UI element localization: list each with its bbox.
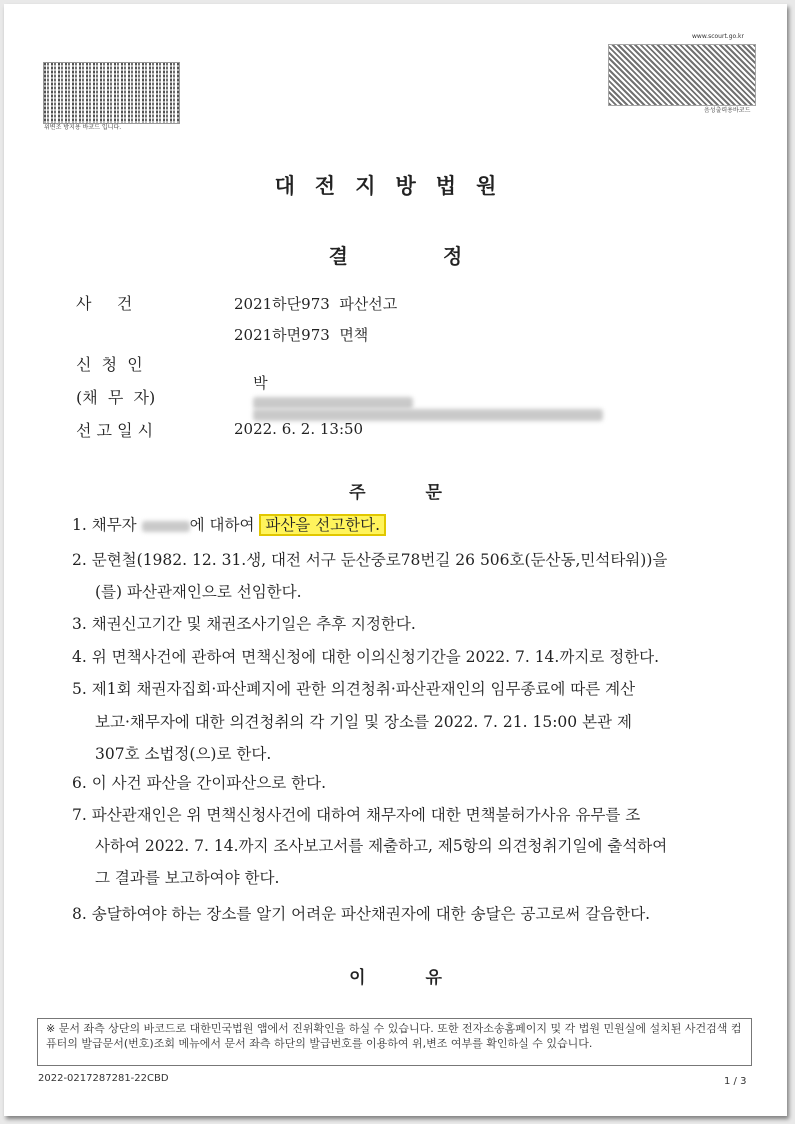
item-number: 1. [72,516,87,534]
applicant-label: 신 청 인 [76,355,143,374]
item-text: 위 면책사건에 관하여 면책신청에 대한 이의신청기간을 2022. 7. 14.까지로 정한다. [91,648,660,666]
order-item-7-cont-1: 사하여 2022. 7. 14.까지 조사보고서를 제출하고, 제5항의 의견청취기일에 출석하여 [95,837,668,855]
redacted-debtor-name [142,521,190,532]
anti-forgery-barcode [43,62,180,124]
order-item-6 [72,771,722,793]
order-item-4 [72,645,722,667]
date-value: 2022. 6. 2. 13:50 [234,420,364,438]
item-number: 6. [72,774,87,792]
order-item-7 [72,803,722,825]
item-text: 제1회 채권자집회·파산폐지에 관한 의견청취·파산관재인의 임무종료에 따른 계산 [91,680,636,698]
item-text: 문현철(1982. 12. 31.생, 대전 서구 둔산중로78번길 26 506호(둔산동,민석타워))을 [91,551,668,569]
document-title: 결정 [328,244,558,268]
order-item-1 [72,513,722,535]
verification-notice: ※ 문서 좌측 상단의 바코드로 대한민국법원 앱에서 진위확인을 하실 수 있습니다. 또한 전자소송홈페이지 및 각 법원 민원실에 설치된 사건검색 컴퓨터의 발급문서(번호)조회 메뉴에서 문서 좌측 하단의 발급번호를 이용하여 위,변조 여부를 확인하실 수 있습니다. [37,1018,752,1066]
reason-heading: 이유 [349,968,502,988]
case-value-1: 2021하단973 파산선고 [234,295,398,313]
document-page [4,4,787,1116]
item-number: 4. [72,648,87,666]
debtor-label: (채 무 자) [76,388,156,407]
order-item-2-cont: (를) 파산관재인으로 선임한다. [95,583,302,601]
item-text: 송달하여야 하는 장소를 알기 어려운 파산채권자에 대한 송달은 공고로써 갈음한다. [91,905,651,923]
court-name: 대전지방법원 [274,174,517,198]
applicant-name-prefix: 박 [253,374,268,392]
order-item-8 [72,902,722,924]
case-label: 사 건 [76,294,133,313]
item-number: 8. [72,905,87,923]
item-text: 에 대하여 [189,516,260,534]
order-item-5-cont-1: 보고·채무자에 대한 의견청취의 각 기일 및 장소를 2022. 7. 21. 15:00 본관 제 [95,713,632,731]
item-number: 5. [72,680,87,698]
item-number: 2. [72,551,87,569]
item-number: 3. [72,615,87,633]
item-text: 채무자 [91,516,142,534]
date-label: 선 고 일 시 [76,421,154,440]
case-value-2: 2021하면973 면책 [234,326,369,344]
order-item-7-cont-2: 그 결과를 보고하여야 한다. [95,869,280,887]
issue-number: 2022-0217287281-22CBD [38,1073,169,1084]
item-text: 이 사건 파산을 간이파산으로 한다. [91,774,326,792]
highlighted-text: 파산을 선고한다. [259,514,386,536]
barcode-caption-left: 위변조 방지용 바코드 입니다. [44,124,122,131]
order-heading: 주문 [349,483,502,503]
order-item-5 [72,677,722,699]
court-url: www.scourt.go.kr [692,33,744,40]
order-item-2 [72,548,722,570]
order-item-5-cont-2: 307호 소법정(으)로 한다. [95,745,272,763]
order-item-3 [72,612,722,634]
barcode-caption-right: 음성출력용바코드 [704,107,751,114]
page-number: 1 / 3 [724,1076,747,1087]
item-number: 7. [72,806,87,824]
item-text: 채권신고기간 및 채권조사기일은 추후 지정한다. [91,615,416,633]
audio-output-barcode [608,44,756,106]
item-text: 파산관재인은 위 면책신청사건에 대하여 채무자에 대한 면책불허가사유 유무를 조 [91,806,641,824]
